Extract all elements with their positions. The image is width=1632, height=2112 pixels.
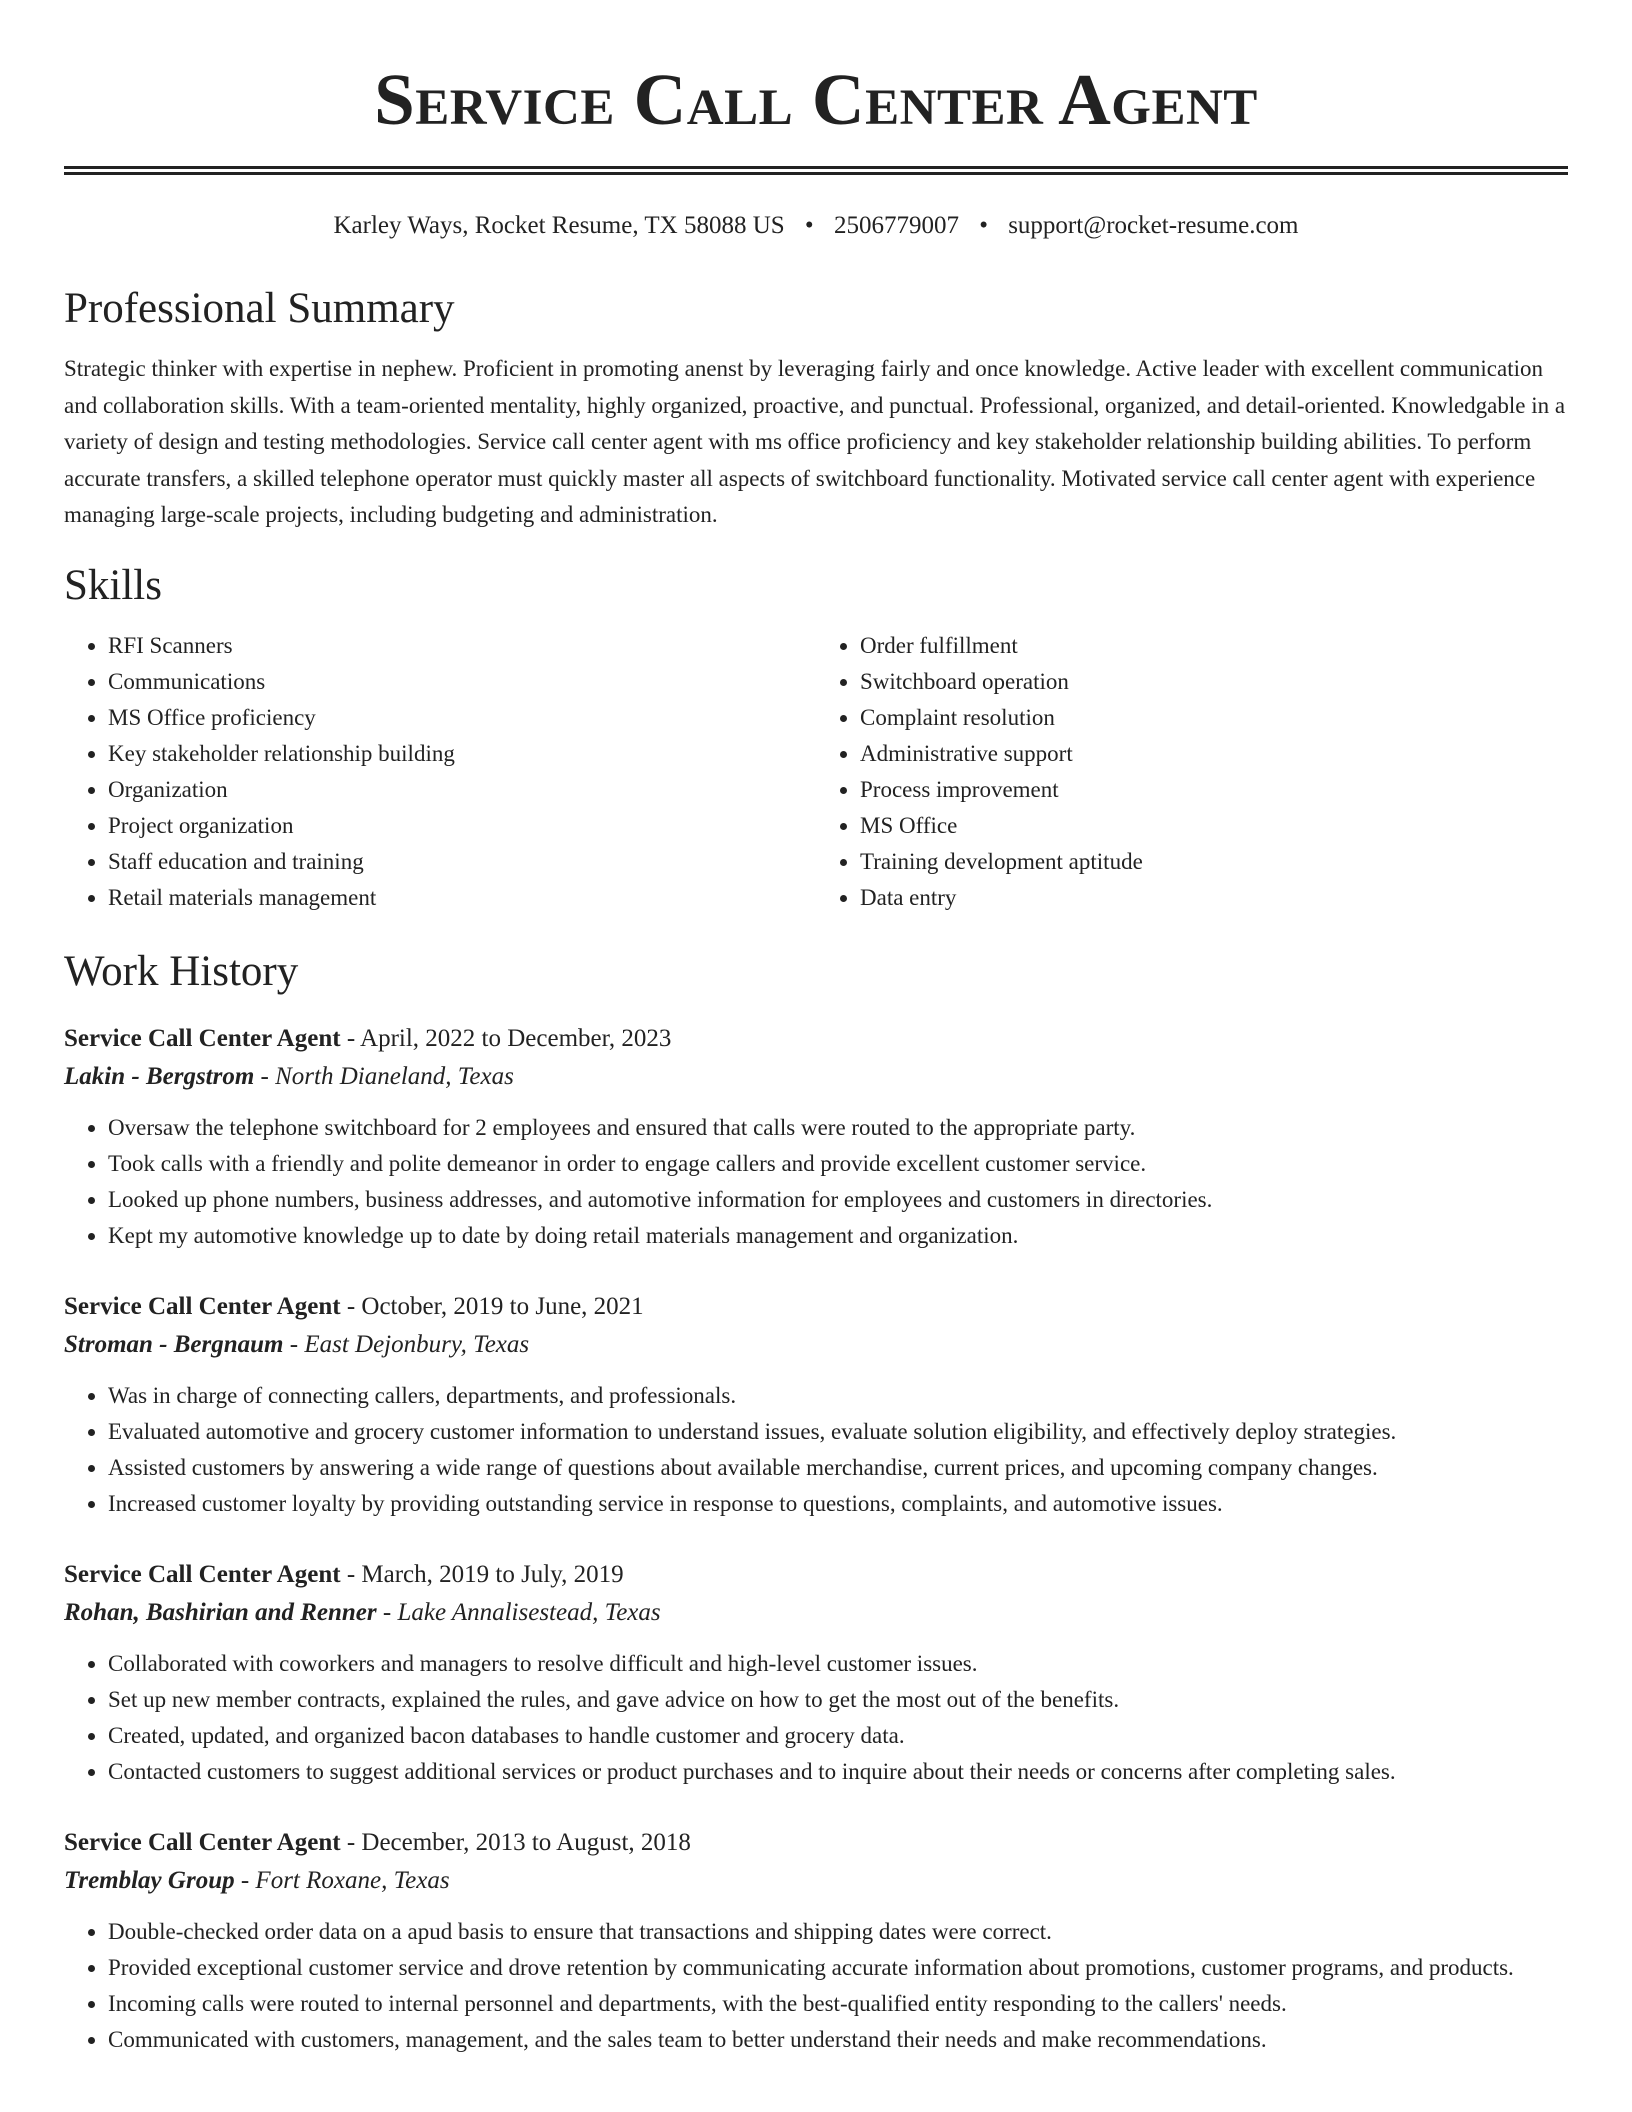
skill-item: • Key stakeholder relationship building	[108, 736, 816, 772]
job-title: Service Call Center Agent	[64, 1024, 341, 1052]
job-location: - Fort Roxane, Texas	[234, 1866, 450, 1894]
job-employer	[64, 1326, 1568, 1364]
job-header	[64, 1824, 1568, 1862]
duty-item: • Assisted customers by answering a wide range of questions about available merchandise, current prices, and upcoming company changes.	[108, 1450, 1568, 1486]
skills-heading: Skills	[64, 561, 162, 609]
skill-item: • Organization	[108, 772, 816, 808]
job-entry	[64, 1556, 1568, 1790]
contact-separator: •	[804, 212, 814, 239]
job-entry	[64, 1824, 1568, 2058]
skill-item: • Communications	[108, 664, 816, 700]
summary-text: Strategic thinker with expertise in nephew. Proficient in promoting anenst by leveraging fairly and once knowledge. Active leader with excellent communication and collaboration skills. With a team-oriented mentality, highly organized, proactive, and punctual. Professional, organized, and detail-oriented. Knowledgable in a variety of design and testing methodologies. Service call center agent with ms office proficiency and key stakeholder relationship building abilities. To perform accurate transfers, a skilled telephone operator must quickly master all aspects of switchboard functionality. Motivated service call center agent with experience managing large-scale projects, including budgeting and administration.	[64, 356, 1566, 527]
job-dates: - October, 2019 to June, 2021	[340, 1292, 644, 1320]
contact-email: support@rocket-resume.com	[1008, 212, 1299, 239]
skill-item: • Training development aptitude	[860, 844, 1568, 880]
job-company: Tremblay Group	[64, 1866, 235, 1894]
job-header	[64, 1288, 1568, 1326]
job-employer	[64, 1594, 1568, 1632]
job-location: - North Dianeland, Texas	[254, 1062, 514, 1090]
skills-list-left	[64, 628, 816, 916]
duty-item: • Oversaw the telephone switchboard for 2 employees and ensured that calls were routed to the appropriate party.	[108, 1110, 1568, 1146]
skill-item: • Switchboard operation	[860, 664, 1568, 700]
work-history-heading: Work History	[64, 947, 299, 995]
duty-item: • Looked up phone numbers, business addresses, and automotive information for employees and customers in directories.	[108, 1182, 1568, 1218]
job-entry	[64, 1020, 1568, 1254]
job-company: Lakin - Bergstrom	[64, 1062, 255, 1090]
job-entry	[64, 1288, 1568, 1522]
page-title: Service Call Center Agent	[374, 59, 1258, 140]
job-duties	[64, 1914, 1568, 2058]
skill-item: • Order fulfillment	[860, 628, 1568, 664]
contact-line	[64, 209, 1568, 243]
job-title: Service Call Center Agent	[64, 1292, 341, 1320]
duty-item: • Evaluated automotive and grocery customer information to understand issues, evaluate solution eligibility, and effectively deploy strategies.	[108, 1414, 1568, 1450]
contact-separator: •	[979, 212, 988, 239]
job-title: Service Call Center Agent	[64, 1828, 341, 1856]
skill-item: • RFI Scanners	[108, 628, 816, 664]
summary-heading: Professional Summary	[64, 285, 455, 332]
job-company: Stroman - Bergnaum	[64, 1330, 284, 1358]
skill-item: • Process improvement	[860, 772, 1568, 808]
duty-item: • Set up new member contracts, explained the rules, and gave advice on how to get the most out of the benefits.	[108, 1682, 1568, 1718]
skills-list-right	[816, 628, 1568, 916]
job-header	[64, 1556, 1568, 1594]
skills-grid	[64, 628, 1568, 916]
job-location: - East Dejonbury, Texas	[283, 1330, 530, 1358]
skill-item: • Retail materials management	[108, 880, 816, 916]
duty-item: • Contacted customers to suggest additional services or product purchases and to inquire about their needs or concerns after completing sales.	[108, 1754, 1568, 1790]
title-divider	[64, 166, 1568, 175]
job-dates: - December, 2013 to August, 2018	[340, 1828, 691, 1856]
contact-address: Karley Ways, Rocket Resume, TX 58088 US	[333, 212, 785, 239]
job-employer	[64, 1862, 1568, 1900]
resume-page	[64, 0, 1568, 2058]
duty-item: • Double-checked order data on a apud basis to ensure that transactions and shipping dates were correct.	[108, 1914, 1568, 1950]
skill-item: • Data entry	[860, 880, 1568, 916]
skill-item: • Administrative support	[860, 736, 1568, 772]
duty-item: • Increased customer loyalty by providing outstanding service in response to questions, complaints, and automotive issues.	[108, 1486, 1568, 1522]
job-dates: - March, 2019 to July, 2019	[340, 1560, 624, 1588]
duty-item: • Kept my automotive knowledge up to date by doing retail materials management and organization.	[108, 1218, 1568, 1254]
job-location: - Lake Annalisestead, Texas	[376, 1598, 661, 1626]
job-duties	[64, 1646, 1568, 1790]
skill-item: • MS Office	[860, 808, 1568, 844]
duty-item: • Was in charge of connecting callers, departments, and professionals.	[108, 1378, 1568, 1414]
job-title: Service Call Center Agent	[64, 1560, 341, 1588]
skill-item: • Complaint resolution	[860, 700, 1568, 736]
job-header	[64, 1020, 1568, 1058]
contact-phone: 2506779007	[833, 212, 959, 239]
job-company: Rohan, Bashirian and Renner	[64, 1598, 377, 1626]
duty-item: • Created, updated, and organized bacon databases to handle customer and grocery data.	[108, 1718, 1568, 1754]
skill-item: • Staff education and training	[108, 844, 816, 880]
duty-item: • Incoming calls were routed to internal personnel and departments, with the best-qualified entity responding to the callers' needs.	[108, 1986, 1568, 2022]
job-employer	[64, 1058, 1568, 1096]
skill-item: • Project organization	[108, 808, 816, 844]
duty-item: • Communicated with customers, management, and the sales team to better understand their needs and make recommendations.	[108, 2022, 1568, 2058]
job-dates: - April, 2022 to December, 2023	[340, 1024, 672, 1052]
job-duties	[64, 1110, 1568, 1254]
duty-item: • Collaborated with coworkers and managers to resolve difficult and high-level customer issues.	[108, 1646, 1568, 1682]
duty-item: • Provided exceptional customer service and drove retention by communicating accurate information about promotions, customer programs, and products.	[108, 1950, 1568, 1986]
job-duties	[64, 1378, 1568, 1522]
duty-item: • Took calls with a friendly and polite demeanor in order to engage callers and provide excellent customer service.	[108, 1146, 1568, 1182]
skill-item: • MS Office proficiency	[108, 700, 816, 736]
